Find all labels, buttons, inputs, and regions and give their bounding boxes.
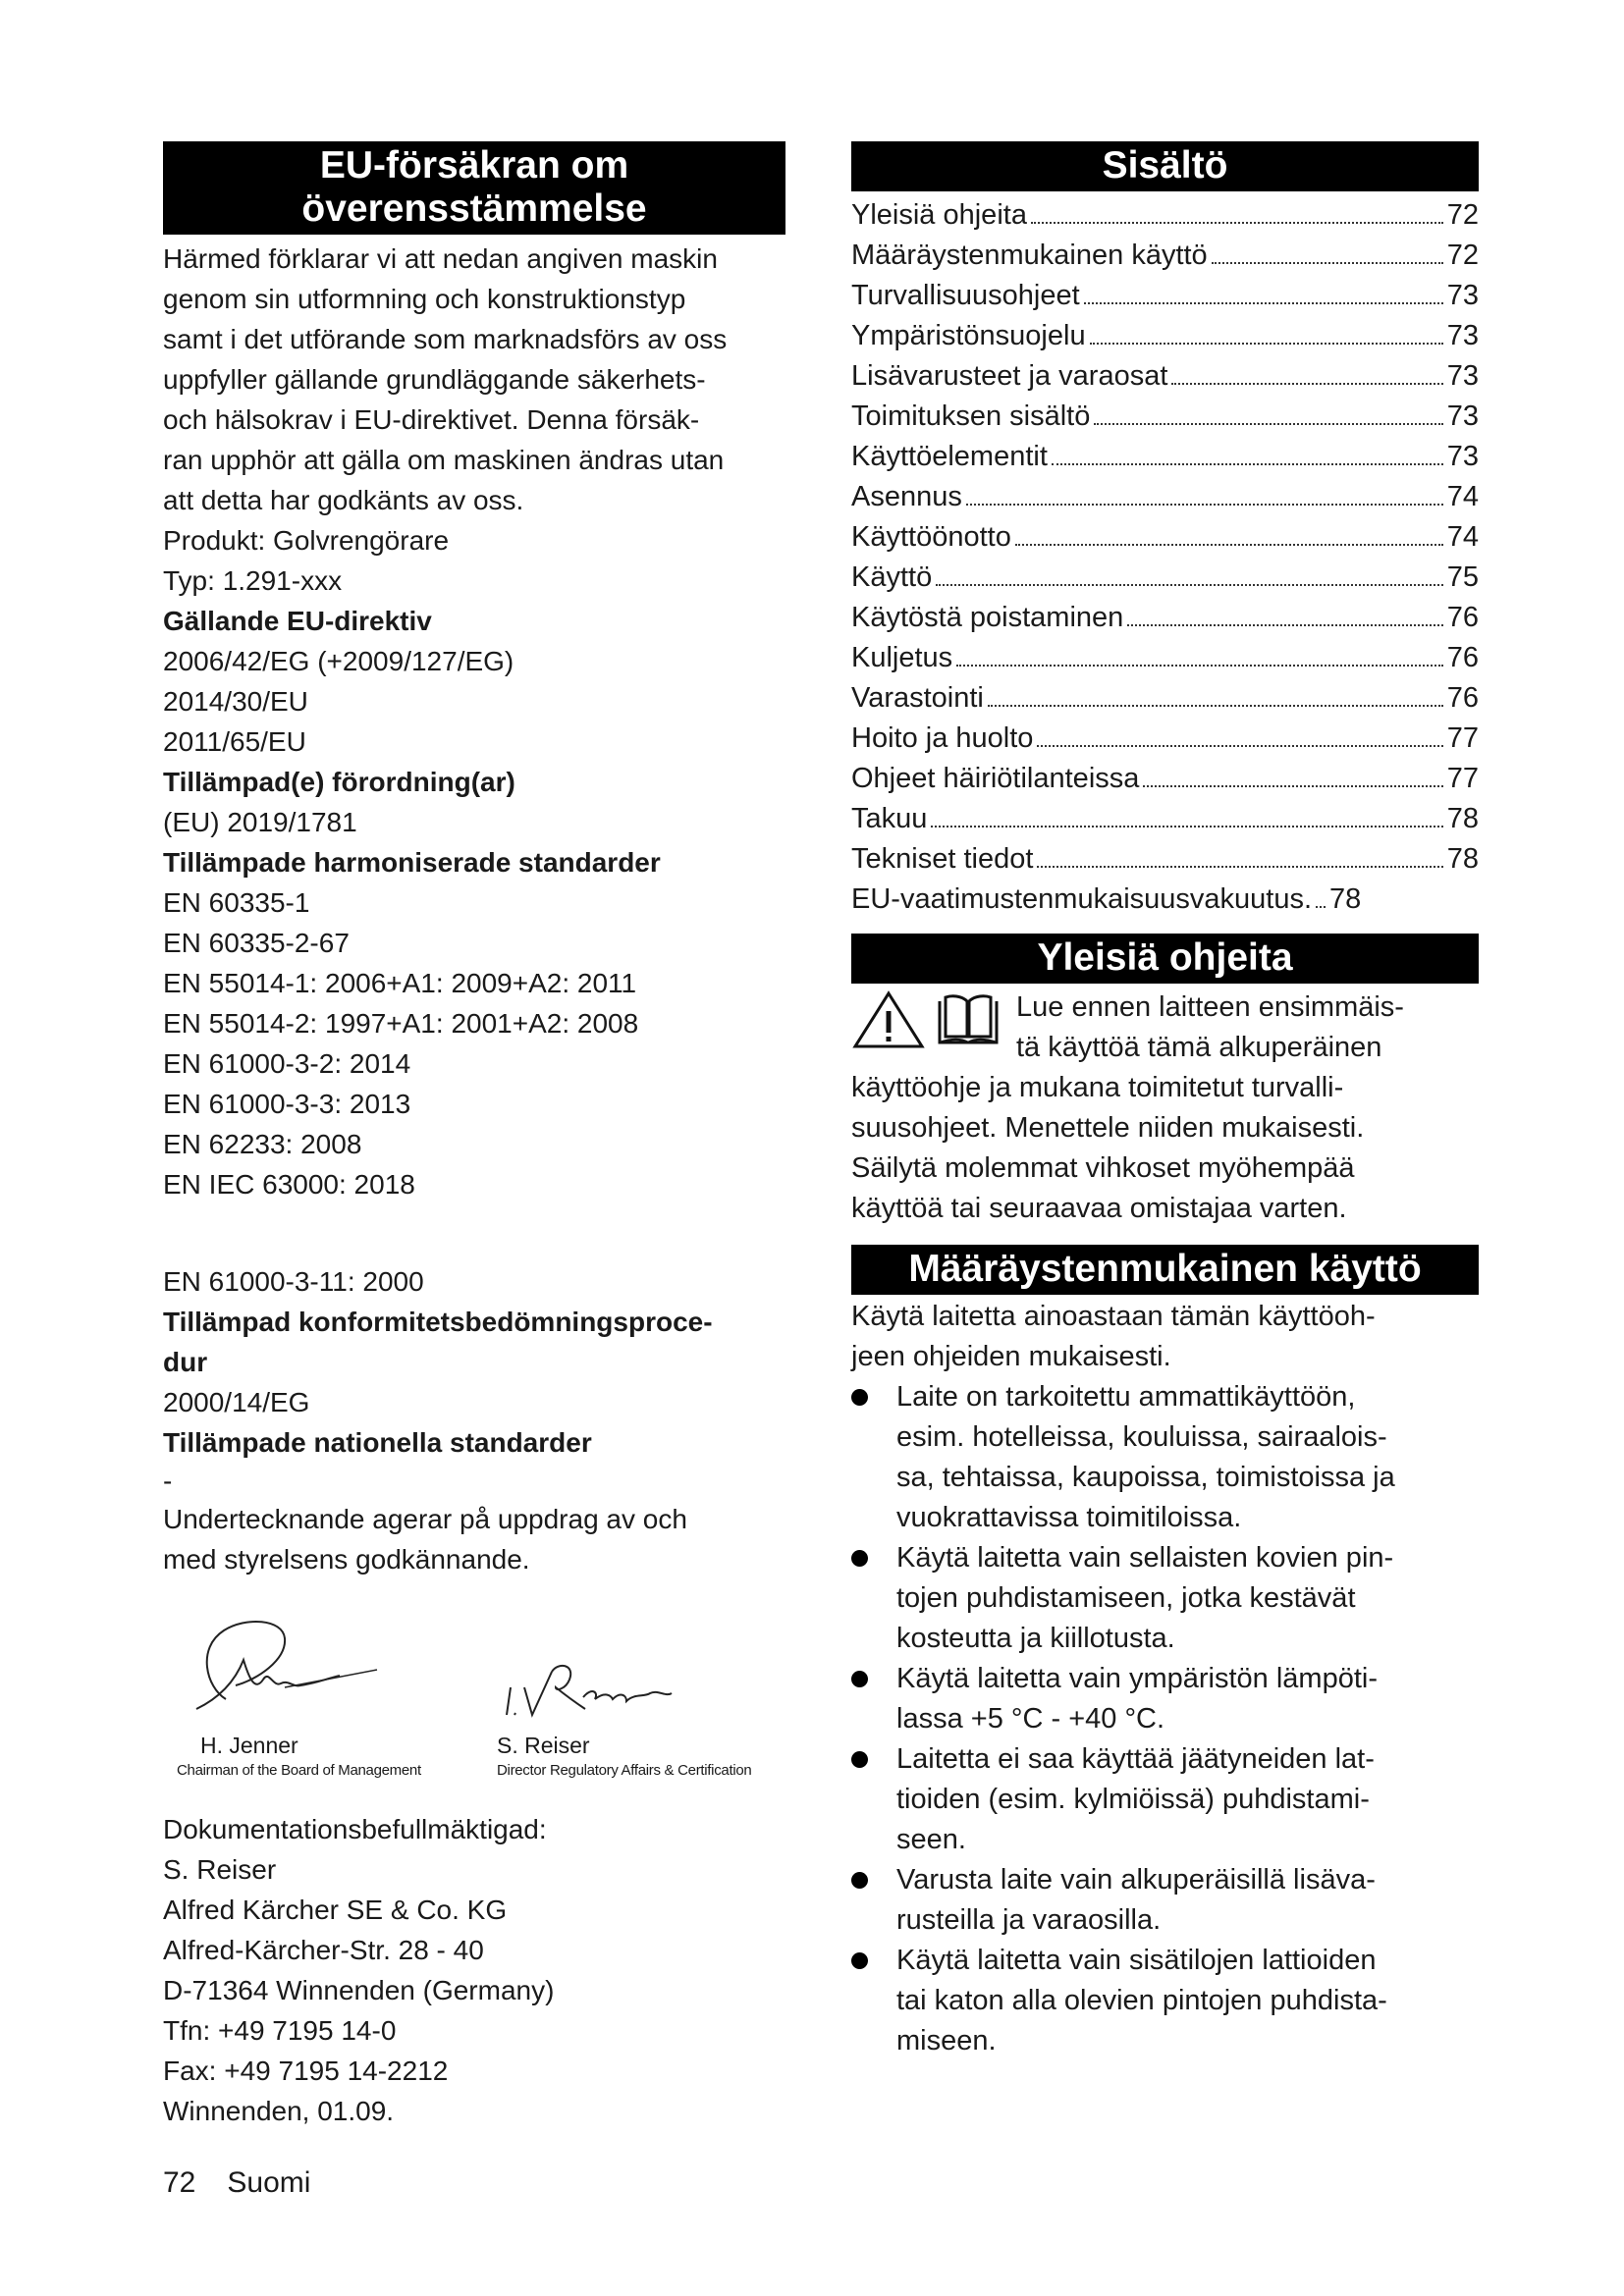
toc-leader (1171, 383, 1442, 385)
toc-leader (988, 705, 1443, 707)
toc-entry[interactable] (851, 195, 1479, 236)
toc-label: Tekniset tiedot (851, 843, 1034, 875)
contact-line: Alfred Kärcher SE & Co. KG (163, 1895, 508, 1925)
read-manual-notice (851, 988, 1479, 1068)
contact-line: Alfred-Kärcher-Str. 28 - 40 (163, 1935, 484, 1965)
text-line: uppfyller gällande grundläggande säkerhets- (163, 364, 706, 395)
intended-use-list (851, 1377, 1479, 2061)
spacer (163, 1204, 785, 1261)
list-item-line: tojen puhdistamiseen, jotka kestävät (896, 1582, 1356, 1614)
signature-scribble-reiser (497, 1589, 752, 1732)
toc-entry[interactable] (851, 759, 1479, 799)
toc-label: Ympäristönsuojelu (851, 320, 1086, 351)
signature-jenner (167, 1589, 452, 1815)
list-item (851, 1739, 1479, 1860)
toc-entry[interactable] (851, 799, 1479, 839)
toc-leader (966, 504, 1443, 506)
toc-entry[interactable] (851, 719, 1479, 759)
manual-book-icon (932, 988, 1004, 1050)
list-item-line: seen. (896, 1824, 966, 1855)
text-line: genom sin utformning och konstruktionstyp (163, 284, 686, 314)
intended-use-heading: Määräystenmukainen käyttö (851, 1245, 1479, 1295)
toc-entry[interactable] (851, 477, 1479, 517)
declaration-heading: EU-försäkran om överensstämmelse (163, 141, 785, 235)
toc-page-number: 78 (1329, 883, 1362, 915)
list-item-line: esim. hotelleissa, kouluissa, sairaalois- (896, 1421, 1387, 1453)
bullet-icon (851, 1872, 868, 1889)
toc-leader (956, 665, 1443, 667)
toc-page-number: 74 (1446, 481, 1479, 512)
toc-leader (1143, 785, 1442, 787)
toc-label: Käyttö (851, 561, 933, 593)
toc-heading: Sisältö (851, 141, 1479, 191)
standard-item: EN 62233: 2008 (163, 1129, 362, 1159)
list-item-line: Käytä laitetta vain ympäristön lämpöti- (896, 1663, 1378, 1694)
contact-line: Fax: +49 7195 14-2212 (163, 2056, 449, 2086)
contact-line: D-71364 Winnenden (Germany) (163, 1975, 555, 2005)
list-item-line: rusteilla ja varaosilla. (896, 1904, 1162, 1936)
conformity-item: 2000/14/EG (163, 1387, 310, 1417)
signature-note: med styrelsens godkännande. (163, 1544, 530, 1575)
bullet-icon (851, 1550, 868, 1567)
list-item (851, 1377, 1479, 1538)
toc-label: Ohjeet häiriötilanteissa (851, 763, 1140, 794)
general-heading: Yleisiä ohjeita (851, 934, 1479, 984)
toc-entry[interactable] (851, 598, 1479, 638)
signature-reiser (497, 1589, 782, 1815)
list-item (851, 1538, 1479, 1659)
list-item-line: Käytä laitetta vain sellaisten kovien pin- (896, 1542, 1394, 1574)
toc-leader (1094, 423, 1442, 425)
toc-label: Turvallisuusohjeet (851, 280, 1080, 311)
standard-item: EN 60335-1 (163, 887, 310, 918)
list-item (851, 1860, 1479, 1941)
toc-page-number: 73 (1446, 400, 1479, 432)
toc-label: Käyttöönotto (851, 521, 1011, 553)
standards-heading: Tillämpade harmoniserade standarder (163, 847, 661, 878)
text-line: Käytä laitetta ainoastaan tämän käyttöoh- (851, 1301, 1376, 1332)
list-item-line: Laite on tarkoitettu ammattikäyttöön, (896, 1381, 1356, 1413)
toc-leader (1037, 745, 1442, 747)
directives-heading: Gällande EU-direktiv (163, 606, 432, 636)
standard-item: EN 61000-3-11: 2000 (163, 1266, 424, 1297)
signature-block (163, 1589, 785, 1815)
toc-label: Kuljetus (851, 642, 953, 673)
declaration-column (163, 141, 785, 2131)
toc-entry[interactable] (851, 397, 1479, 437)
signatory-role: Chairman of the Board of Management (177, 1762, 421, 1779)
directive-item: 2011/65/EU (163, 726, 306, 757)
text-line: Säilytä molemmat vihkoset myöhempää (851, 1152, 1355, 1184)
toc-leader (1084, 302, 1443, 304)
toc-label: Määräystenmukainen käyttö (851, 240, 1208, 271)
toc-leader (1316, 906, 1326, 908)
standard-item: EN 55014-1: 2006+A1: 2009+A2: 2011 (163, 968, 637, 998)
bullet-icon (851, 1389, 868, 1406)
text-line: Härmed förklarar vi att nedan angiven maskin (163, 243, 718, 274)
conformity-heading-cont: dur (163, 1347, 208, 1377)
toc-page-number: 72 (1446, 199, 1479, 231)
contact-block (163, 1809, 785, 2131)
warning-triangle-icon (851, 988, 926, 1050)
toc-page-number: 72 (1446, 240, 1479, 271)
notice-icons (851, 988, 1004, 1050)
text-line: käyttöohje ja mukana toimitetut turvalli- (851, 1072, 1344, 1103)
list-item (851, 1941, 1479, 2061)
list-item-line: Käytä laitetta vain sisätilojen lattioiden (896, 1945, 1377, 1976)
signatory-name: S. Reiser (497, 1733, 590, 1758)
text-line: ran upphör att gälla om maskinen ändras utan (163, 445, 725, 475)
toc-leader (1127, 624, 1442, 626)
bullet-icon (851, 1952, 868, 1969)
toc-leader (1015, 544, 1443, 546)
regulation-item: (EU) 2019/1781 (163, 807, 357, 837)
toc-entry[interactable] (851, 678, 1479, 719)
toc-entry[interactable] (851, 437, 1479, 477)
text-line: Lue ennen laitteen ensimmäis- (1016, 991, 1404, 1023)
product-line: Produkt: Golvrengörare (163, 525, 450, 556)
toc-label: Asennus (851, 481, 962, 512)
toc-label: Hoito ja huolto (851, 722, 1034, 754)
toc-entry[interactable] (851, 356, 1479, 397)
list-item-line: tai katon alla olevien pintojen puhdista- (896, 1985, 1387, 2016)
toc-page-number: 73 (1446, 320, 1479, 351)
directive-item: 2006/42/EG (+2009/127/EG) (163, 646, 514, 676)
regulation-heading: Tillämpad(e) förordning(ar) (163, 767, 515, 797)
standard-item: EN IEC 63000: 2018 (163, 1169, 415, 1200)
list-item-line: tioiden (esim. kylmiöissä) puhdistami- (896, 1784, 1370, 1815)
toc-page-number: 76 (1446, 642, 1479, 673)
list-item (851, 1659, 1479, 1739)
text-line: och hälsokrav i EU-direktivet. Denna försäk- (163, 404, 700, 435)
toc-page-number: 78 (1446, 843, 1479, 875)
footer-language: Suomi (227, 2166, 311, 2199)
contact-line: Tfn: +49 7195 14-0 (163, 2015, 397, 2046)
directive-item: 2014/30/EU (163, 686, 308, 717)
toc-label: Lisävarusteet ja varaosat (851, 360, 1168, 392)
toc-leader (1052, 463, 1443, 465)
toc-label: Käytöstä poistaminen (851, 602, 1124, 633)
text-line: tä käyttöä tämä alkuperäinen (1016, 1032, 1382, 1063)
toc-leader (936, 584, 1443, 586)
standard-item: EN 61000-3-2: 2014 (163, 1048, 411, 1079)
national-value: - (163, 1466, 173, 1496)
list-item-line: Varusta laite vain alkuperäisillä lisäva- (896, 1864, 1376, 1896)
list-item-line: miseen. (896, 2025, 997, 2056)
signature-note: Undertecknande agerar på uppdrag av och (163, 1504, 687, 1534)
list-item-line: Laitetta ei saa käyttää jäätyneiden lat- (896, 1743, 1375, 1775)
text-line: att detta har godkänts av oss. (163, 485, 524, 515)
toc-entry[interactable] (851, 880, 1479, 920)
standard-item: EN 55014-2: 1997+A1: 2001+A2: 2008 (163, 1008, 639, 1039)
toc-page-number: 75 (1446, 561, 1479, 593)
text-line: käyttöä tai seuraavaa omistajaa varten. (851, 1193, 1347, 1224)
text-line: suusohjeet. Menettele niiden mukaisesti. (851, 1112, 1365, 1144)
toc-entry[interactable] (851, 236, 1479, 276)
contact-line: S. Reiser (163, 1854, 277, 1885)
table-of-contents (851, 195, 1479, 920)
toc-entry[interactable] (851, 839, 1479, 880)
toc-entry[interactable] (851, 316, 1479, 356)
toc-leader (1037, 866, 1442, 868)
text-line: jeen ohjeiden mukaisesti. (851, 1341, 1171, 1372)
toc-page-number: 77 (1446, 722, 1479, 754)
toc-entry[interactable] (851, 638, 1479, 678)
declaration-intro (163, 239, 785, 520)
toc-entry[interactable] (851, 276, 1479, 316)
standard-item: EN 61000-3-3: 2013 (163, 1089, 411, 1119)
toc-entry[interactable] (851, 558, 1479, 598)
toc-page-number: 77 (1446, 763, 1479, 794)
page-footer (163, 2165, 342, 2201)
signatory-name: H. Jenner (200, 1733, 298, 1758)
page-number: 72 (163, 2166, 196, 2199)
standard-item: EN 60335-2-67 (163, 928, 350, 958)
type-line: Typ: 1.291-xxx (163, 565, 343, 596)
contact-line: Winnenden, 01.09. (163, 2096, 395, 2126)
toc-leader (1031, 222, 1443, 224)
finnish-column (851, 141, 1479, 2061)
list-item-line: kosteutta ja kiillotusta. (896, 1623, 1175, 1654)
list-item-line: vuokrattavissa toimitiloissa. (896, 1502, 1242, 1533)
toc-page-number: 73 (1446, 280, 1479, 311)
conformity-heading: Tillämpad konformitetsbedömningsproce- (163, 1307, 713, 1337)
toc-page-number: 76 (1446, 682, 1479, 714)
bullet-icon (851, 1671, 868, 1687)
signatory-role: Director Regulatory Affairs & Certification (497, 1762, 752, 1779)
toc-page-number: 76 (1446, 602, 1479, 633)
toc-label: Käyttöelementit (851, 441, 1048, 472)
national-heading: Tillämpade nationella standarder (163, 1427, 592, 1458)
toc-leader (1090, 343, 1443, 345)
contact-line: Dokumentationsbefullmäktigad: (163, 1814, 547, 1844)
list-item-line: sa, tehtaissa, kaupoissa, toimistoissa ja (896, 1462, 1395, 1493)
toc-label: Varastointi (851, 682, 984, 714)
toc-label: EU-vaatimustenmukaisuusvakuutus. (851, 883, 1313, 915)
toc-page-number: 74 (1446, 521, 1479, 553)
toc-page-number: 73 (1446, 360, 1479, 392)
toc-entry[interactable] (851, 517, 1479, 558)
bullet-icon (851, 1751, 868, 1768)
toc-label: Takuu (851, 803, 928, 834)
toc-leader (931, 826, 1442, 828)
list-item-line: lassa +5 °C - +40 °C. (896, 1703, 1165, 1735)
toc-label: Toimituksen sisältö (851, 400, 1091, 432)
signature-scribble-jenner (167, 1589, 403, 1732)
toc-page-number: 73 (1446, 441, 1479, 472)
text-line: samt i det utförande som marknadsförs av oss (163, 324, 728, 354)
toc-label: Yleisiä ohjeita (851, 199, 1027, 231)
notice-first-lines (1016, 988, 1404, 1068)
toc-leader (1212, 262, 1443, 264)
toc-page-number: 78 (1446, 803, 1479, 834)
